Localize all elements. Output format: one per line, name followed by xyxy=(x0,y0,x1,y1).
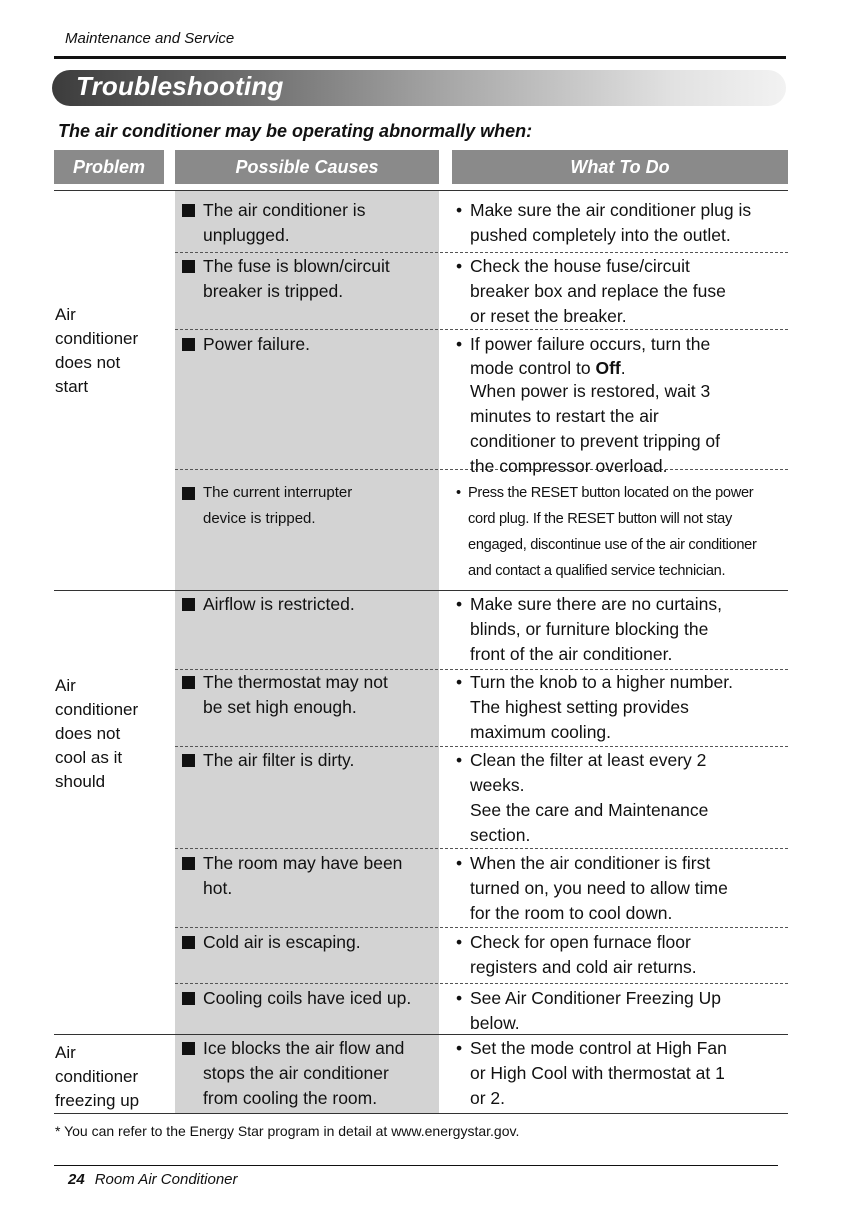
square-bullet-icon xyxy=(182,857,195,870)
cause-item: The fuse is blown/circuit breaker is tripped. xyxy=(182,254,438,304)
square-bullet-icon xyxy=(182,936,195,949)
running-head: Maintenance and Service xyxy=(65,30,235,47)
bullet-dot-icon: • xyxy=(456,932,463,952)
intro-text: The air conditioner may be operating abnormally when: xyxy=(58,121,533,141)
row-divider xyxy=(175,252,788,253)
bullet-dot-icon: • xyxy=(456,200,463,220)
table-rule xyxy=(54,190,788,191)
bullet-dot-icon: • xyxy=(456,1038,463,1058)
cause-item: Cooling coils have iced up. xyxy=(182,986,438,1011)
column-header-todo: What To Do xyxy=(452,150,788,184)
footer-title: Room Air Conditioner xyxy=(94,1171,238,1188)
bullet-dot-icon: • xyxy=(456,672,463,692)
problem-cell: Air conditioner does not start xyxy=(55,305,139,396)
cause-item: The air filter is dirty. xyxy=(182,748,438,773)
group-divider xyxy=(54,590,788,591)
section-title: Troubleshooting xyxy=(76,71,284,101)
cause-item: The air conditioner is unplugged. xyxy=(182,198,438,248)
todo-item: • Make sure the air conditioner plug is pushed completely into the outlet. xyxy=(456,200,752,245)
bullet-dot-icon: • xyxy=(456,334,463,354)
todo-item: • Check the house fuse/circuit breaker box and replace the fuse or reset the breaker. xyxy=(456,256,726,326)
bullet-dot-icon: • xyxy=(456,256,463,276)
todo-item: • Press the RESET button located on the power cord plug. If the RESET button will not stay engaged, discontinue use of the air conditioner and contact a qualified service technician. xyxy=(456,480,790,584)
table-rule xyxy=(54,1113,788,1114)
square-bullet-icon xyxy=(182,676,195,689)
cause-item: The thermostat may not be set high enough. xyxy=(182,670,438,720)
footnote: * You can refer to the Energy Star program in detail at www.energystar.gov. xyxy=(55,1123,520,1139)
page-footer xyxy=(68,1171,238,1188)
row-divider xyxy=(175,746,788,747)
square-bullet-icon xyxy=(182,204,195,217)
square-bullet-icon xyxy=(182,1042,195,1055)
cause-item: Cold air is escaping. xyxy=(182,930,438,955)
cause-item: Power failure. xyxy=(182,332,438,357)
todo-item: • Set the mode control at High Fan or High Cool with thermostat at 1 or 2. xyxy=(456,1038,727,1108)
square-bullet-icon xyxy=(182,992,195,1005)
cause-item: The room may have been hot. xyxy=(182,851,438,901)
square-bullet-icon xyxy=(182,260,195,273)
todo-item: • Clean the filter at least every 2 weeks. See the care and Maintenance section. xyxy=(456,750,709,845)
problem-cell: Air conditioner does not cool as it should xyxy=(55,676,139,791)
bullet-dot-icon: • xyxy=(456,594,463,614)
row-divider xyxy=(175,983,788,984)
row-divider xyxy=(175,329,788,330)
todo-item: • If power failure occurs, turn the mode control to Off. When power is restored, wait 3 minutes to restart the air conditioner to prevent tripping of the compressor overload. xyxy=(456,334,721,476)
square-bullet-icon xyxy=(182,487,195,500)
todo-item: • Check for open furnace floor registers and cold air returns. xyxy=(456,932,697,977)
todo-item: • Turn the knob to a higher number. The highest setting provides maximum cooling. xyxy=(456,672,733,742)
column-header-causes: Possible Causes xyxy=(175,150,439,184)
cause-item: Ice blocks the air flow and stops the air conditioner from cooling the room. xyxy=(182,1036,438,1111)
square-bullet-icon xyxy=(182,338,195,351)
cause-item: Airflow is restricted. xyxy=(182,592,438,617)
todo-item: • See Air Conditioner Freezing Up below. xyxy=(456,988,721,1033)
column-header-problem: Problem xyxy=(54,150,164,184)
bullet-dot-icon: • xyxy=(456,750,463,770)
bullet-dot-icon: • xyxy=(456,853,463,873)
square-bullet-icon xyxy=(182,598,195,611)
header-rule xyxy=(54,56,786,59)
row-divider xyxy=(175,927,788,928)
todo-item: • Make sure there are no curtains, blinds, or furniture blocking the front of the air conditioner. xyxy=(456,594,722,664)
bullet-dot-icon: • xyxy=(456,485,461,501)
cause-item: The current interrupter device is tripped. xyxy=(182,480,438,532)
square-bullet-icon xyxy=(182,754,195,767)
row-divider xyxy=(175,848,788,849)
problem-cell: Air conditioner freezing up xyxy=(55,1043,140,1110)
footer-rule xyxy=(54,1165,778,1166)
bullet-dot-icon: • xyxy=(456,988,463,1008)
page-number: 24 xyxy=(68,1171,85,1188)
todo-item: • When the air conditioner is first turned on, you need to allow time for the room to cool down. xyxy=(456,853,728,923)
